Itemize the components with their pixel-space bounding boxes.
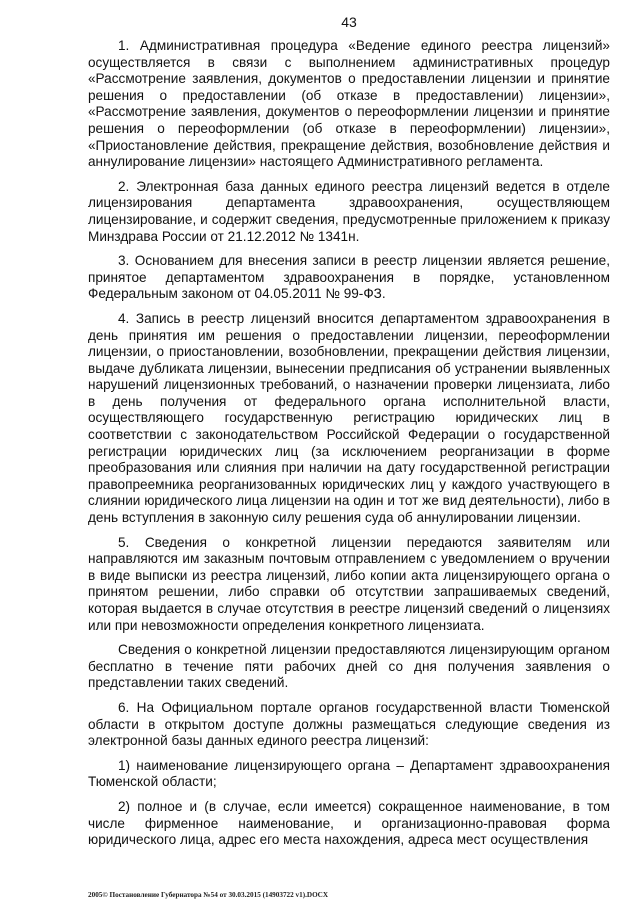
page-number: 43 — [341, 14, 357, 30]
paragraph-5-continued: Сведения о конкретной лицензии предоставляются лицензирующим органом бесплатно в течение пяти рабочих дней со дня получения заявления о представлении таких сведений. — [88, 642, 610, 691]
paragraph-2: 2. Электронная база данных единого реестра лицензий ведется в отделе лицензирования департамента здравоохранения, осуществляющем лицензирование, и содержит сведения, предусмотренные приложением к приказу Минздрава России от 21.12.2012 № 1341н. — [88, 178, 610, 244]
paragraph-6: 6. На Официальном портале органов государственной власти Тюменской области в открытом доступе должны размещаться следующие сведения из электронной базы данных единого реестра лицензий: — [88, 699, 610, 749]
document-footer: 2005© Постановление Губернатора №54 от 30.03.2015 (14903722 v1).DOCX — [88, 891, 329, 899]
paragraph-1: 1. Административная процедура «Ведение единого реестра лицензий» осуществляется в связи с выполнением административных процедур «Рассмотрение заявления, документов о предоставлении лицензии и принятие решения о предоставлении (об отказе в предоставлении) лицензии», «Рассмотрение заявления, документов о переоформлении лицензии и принятие решения о переоформлении (об отказе в переоформлении) лицензии», «Приостановление действия, прекращение действия, возобновление действия и аннулирование лицензии» настоящего Административного регламента. — [88, 38, 610, 170]
list-item-1: 1) наименование лицензирующего органа – Департамент здравоохранения Тюменской области; — [88, 757, 610, 790]
paragraph-5: 5. Сведения о конкретной лицензии передаются заявителям или направляются им заказным почтовым отправлением с уведомлением о вручении в виде выписки из реестра лицензий, либо копии акта лицензирующего органа о принятом решении, либо справки об отсутствии запрашиваемых сведений, которая выдается в случае отсутствия в реестре лицензий сведений о лицензиях или при невозможности определения конкретного лицензиата. — [88, 534, 610, 633]
paragraph-3: 3. Основанием для внесения записи в реестр лицензии является решение, принятое департаментом здравоохранения в порядке, установленном Федеральным законом от 04.05.2011 № 99-ФЗ. — [88, 253, 610, 302]
list-item-2: 2) полное и (в случае, если имеется) сокращенное наименование, в том числе фирменное наименование, и организационно-правовая форма юридического лица, адрес его места нахождения, адреса мест осуществления — [88, 798, 610, 848]
paragraph-4: 4. Запись в реестр лицензий вносится департаментом здравоохранения в день принятия им решения о предоставлении лицензии, переоформлении лицензии, о приостановлении, возобновлении, прекращении действия лицензии, выдаче дубликата лицензии, вынесении предписания об устранении выявленных нарушений лицензионных требований, о назначении проверки лицензиата, либо в день получения от федерального органа исполнительной власти, осуществляющего государственную регистрацию юридических лиц в соответствии с законодательством Российской Федерации о государственной регистрации юридических лиц (за исключением реорганизации в форме преобразования или слияния при наличии на дату государственной регистрации правопреемника реорганизованных юридических лиц у каждого участвующего в слиянии юридического лица лицензии на один и тот же вид деятельности), либо в день вступления в законную силу решения суда об аннулировании лицензии. — [88, 310, 610, 526]
